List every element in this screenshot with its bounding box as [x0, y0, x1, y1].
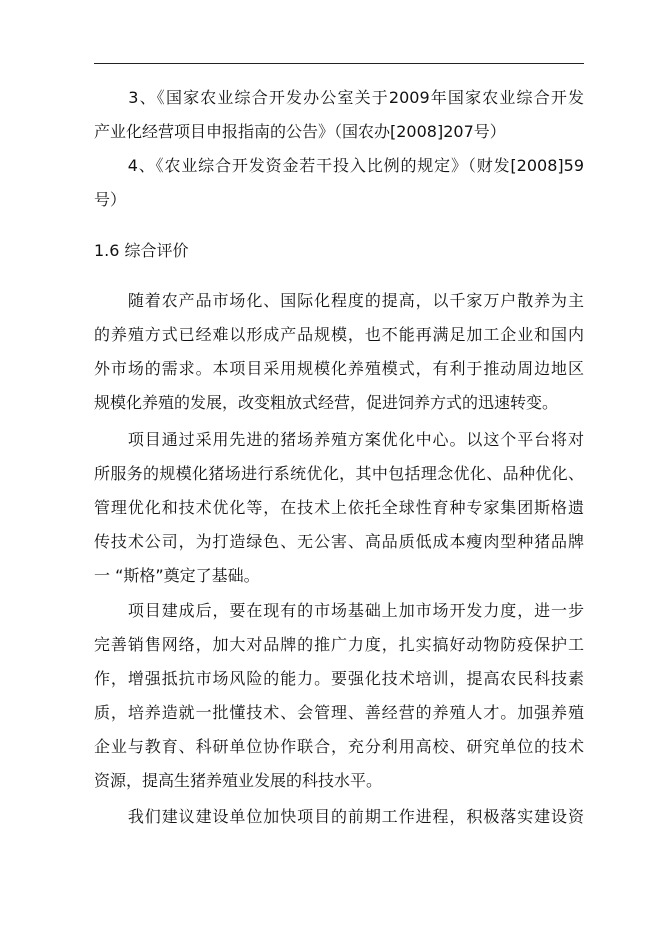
paragraph-1-line-1: 随着农产品市场化、国际化程度的提高，以千家万户散养为主 — [94, 291, 584, 310]
ref-4-line-1: 4、《农业综合开发资金若干投入比例的规定》（财发[2008]59 — [94, 156, 584, 175]
paragraph-4-line-1: 我们建议建设单位加快项目的前期工作进程，积极落实建设资 — [94, 807, 584, 826]
paragraph-2-line-2: 所服务的规模化猪场进行系统优化，其中包括理念优化、品种优化、 — [94, 464, 584, 483]
paragraph-2-line-3: 管理优化和技术优化等，在技术上依托全球性育种专家集团斯格遗 — [94, 498, 584, 517]
paragraph-2-line-5: 一 “斯格”奠定了基础。 — [94, 566, 260, 585]
paragraph-1-line-2: 的养殖方式已经难以形成产品规模，也不能再满足加工企业和国内 — [94, 325, 584, 344]
paragraph-3-line-3: 作，增强抵抗市场风险的能力。要强化技术培训，提高农民科技素 — [94, 669, 584, 688]
paragraph-3-line-6: 资源，提高生猪养殖业发展的科技水平。 — [94, 771, 383, 790]
section-heading: 1.6 综合评价 — [94, 241, 189, 260]
paragraph-3-line-1: 项目建成后，要在现有的市场基础上加市场开发力度，进一步 — [94, 601, 584, 620]
paragraph-1-line-4: 规模化养殖的发展，改变粗放式经营，促进饲养方式的迅速转变。 — [94, 393, 559, 412]
ref-3-line-2: 产业化经营项目申报指南的公告》（国农办[2008]207号） — [94, 122, 506, 141]
paragraph-3-line-5: 企业与教育、科研单位协作联合，充分利用高校、研究单位的技术 — [94, 737, 584, 756]
paragraph-2-line-4: 传技术公司，为打造绿色、无公害、高品质低成本瘦肉型种猪品牌 — [94, 532, 584, 551]
header-rule — [94, 63, 584, 64]
ref-3-line-1: 3、《国家农业综合开发办公室关于2009年国家农业综合开发 — [94, 88, 584, 107]
paragraph-1-line-3: 外市场的需求。本项目采用规模化养殖模式，有利于推动周边地区 — [94, 359, 584, 378]
paragraph-3-line-2: 完善销售网络，加大对品牌的推广力度，扎实搞好动物防疫保护工 — [94, 635, 584, 654]
paragraph-3-line-4: 质，培养造就一批懂技术、会管理、善经营的养殖人才。加强养殖 — [94, 703, 584, 722]
ref-4-line-2: 号） — [94, 190, 127, 209]
paragraph-2-line-1: 项目通过采用先进的猪场养殖方案优化中心。以这个平台将对 — [94, 430, 584, 449]
